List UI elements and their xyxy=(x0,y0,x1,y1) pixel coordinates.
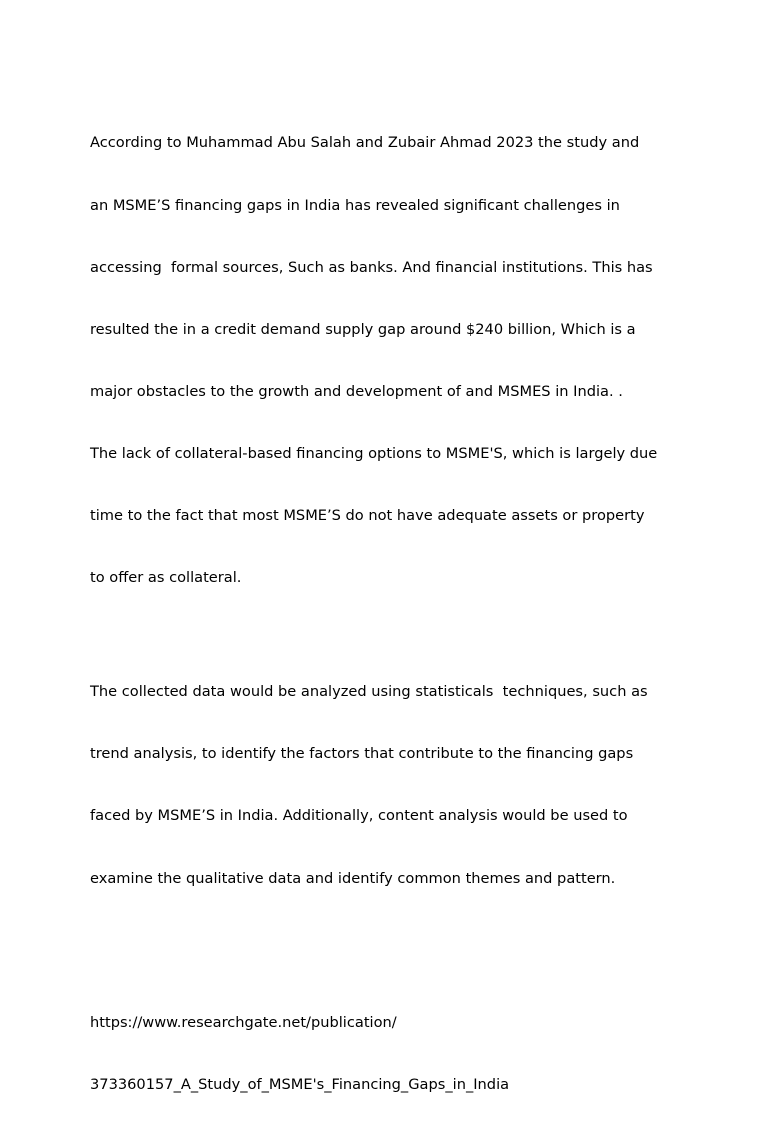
paragraph-literature-review xyxy=(90,92,690,630)
text-line: to offer as collateral. xyxy=(90,569,242,587)
text-line: The collected data would be analyzed using statisticals techniques, such as xyxy=(90,683,648,701)
text-line: According to Muhammad Abu Salah and Zubair Ahmad 2023 the study and xyxy=(90,134,640,152)
paragraph-methodology xyxy=(90,641,690,931)
source-url[interactable] xyxy=(90,972,690,1138)
text-line: trend analysis, to identify the factors that contribute to the financing gaps xyxy=(90,745,634,763)
text-line: The lack of collateral-based financing options to MSME'S, which is largely due xyxy=(90,444,658,462)
text-line: major obstacles to the growth and development of and MSMES in India. . xyxy=(90,382,623,400)
text-line: faced by MSME’S in India. Additionally, content analysis would be used to xyxy=(90,807,628,825)
text-line: examine the qualitative data and identify common themes and pattern. xyxy=(90,869,616,887)
url-line[interactable]: https://www.researchgate.net/publication/ xyxy=(90,1014,397,1032)
document-body xyxy=(90,92,690,1148)
text-line: time to the fact that most MSME’S do not have adequate assets or property xyxy=(90,507,645,525)
text-line: resulted the in a credit demand supply gap around $240 billion, Which is a xyxy=(90,320,636,338)
text-line: an MSME’S financing gaps in India has revealed significant challenges in xyxy=(90,196,620,214)
text-line: accessing formal sources, Such as banks. And financial institutions. This has xyxy=(90,258,653,276)
url-line[interactable]: 373360157_A_Study_of_MSME's_Financing_Gaps_in_India xyxy=(90,1076,510,1094)
